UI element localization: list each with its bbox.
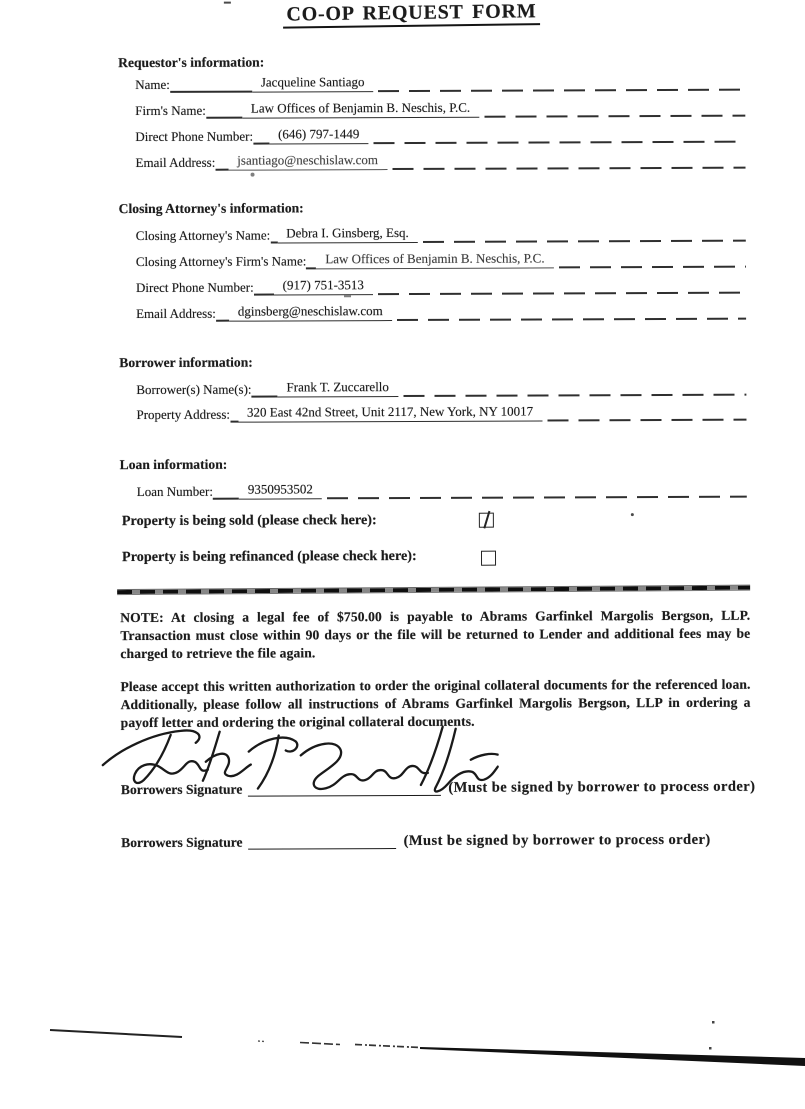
field-value: (917) 751-3513 (274, 277, 373, 295)
field-value: dginsberg@neschislaw.com (229, 303, 392, 322)
note-paragraph: NOTE: At closing a legal fee of $750.00 is payable to Abrams Garfinkel Margolis Bergson, LLP. Transaction must close within 90 days or the file will be returned to Lender and additional fees may be charged to retrieve the file again. (120, 607, 751, 661)
field-label: Closing Attorney's Firm's Name: (135, 253, 307, 270)
field-line (322, 496, 747, 499)
sold-checkbox[interactable] (479, 513, 494, 528)
scan-artifact-lines (0, 1015, 805, 1109)
scan-artifact (344, 295, 351, 297)
scan-artifact (251, 173, 255, 177)
form-field-row (136, 376, 746, 398)
field-line (479, 115, 745, 118)
scan-artifact (631, 513, 634, 516)
form-field-row (136, 222, 746, 244)
field-line (216, 320, 229, 322)
field-line (215, 169, 228, 171)
form-field-row (135, 123, 745, 145)
signature-label: Borrowers Signature (120, 781, 243, 798)
field-line (253, 143, 269, 145)
field-value: Frank T. Zuccarello (277, 379, 397, 397)
field-label: Closing Attorney's Name: (135, 227, 271, 244)
field-line (392, 318, 746, 321)
form-field-row (137, 478, 747, 500)
field-label: Firm's Name: (135, 102, 206, 119)
field-line (418, 240, 746, 243)
field-line (230, 421, 238, 423)
field-line (252, 395, 278, 397)
refinance-checkbox-label: Property is being refinanced (please check here): (121, 547, 417, 566)
form-field-row (135, 71, 745, 93)
field-line (206, 117, 242, 119)
form-field-row (135, 97, 745, 119)
field-label: Loan Number: (136, 483, 213, 500)
form-field-row (136, 401, 746, 423)
page-title-text: CO-OP REQUEST FORM (283, 0, 539, 28)
handwritten-signature (99, 720, 499, 804)
field-label: Property Address: (136, 406, 231, 423)
field-label: Borrower(s) Name(s): (136, 381, 252, 398)
field-line (554, 266, 746, 268)
form-field-row (135, 149, 745, 171)
section-heading-loan: Loan information: (119, 456, 228, 473)
signature-line (249, 845, 397, 850)
field-label: Email Address: (136, 305, 216, 322)
section-heading-requestor: Requestor's information: (118, 54, 265, 71)
section-divider (117, 585, 750, 596)
field-value: Law Offices of Benjamin B. Neschis, P.C. (316, 250, 553, 269)
field-line (368, 141, 745, 144)
field-label: Email Address: (135, 154, 216, 171)
field-line (373, 89, 745, 92)
signature-annotation: (Must be signed by borrower to process order) (403, 831, 711, 849)
field-label: Name: (135, 76, 170, 93)
form-field-row (136, 274, 746, 296)
section-heading-closing-attorney: Closing Attorney's information: (118, 200, 304, 217)
field-line (398, 394, 746, 397)
field-value: Debra I. Ginsberg, Esq. (277, 225, 418, 244)
field-value: Jacqueline Santiago (252, 74, 374, 92)
field-label: Direct Phone Number: (135, 128, 254, 145)
field-value: 320 East 42nd Street, Unit 2117, New York, NY 10017 (238, 403, 542, 422)
field-line (213, 498, 239, 500)
sold-checkbox-label: Property is being sold (please check here): (121, 512, 377, 530)
field-line (387, 167, 745, 170)
field-value: (646) 797-1449 (269, 126, 368, 144)
field-line (170, 91, 252, 93)
signature-row (121, 828, 711, 851)
signature-annotation: (Must be signed by borrower to process order) (448, 778, 756, 796)
section-heading-borrower: Borrower information: (119, 354, 253, 371)
field-label: Direct Phone Number: (135, 279, 254, 296)
field-line (306, 267, 316, 269)
authorization-paragraph: Please accept this written authorization to order the original collateral documents for the referenced loan. Additionally, please follow all instructions of Abrams Garfinkel Margolis Bergson, LLP in ordering a payoff letter and ordering the original collateral documents. (120, 676, 751, 730)
signature-label: Borrowers Signature (121, 834, 243, 851)
page-title (0, 0, 803, 32)
field-value: jsantiago@neschislaw.com (228, 152, 387, 171)
form-field-row (136, 248, 746, 270)
form-field-row (136, 300, 746, 322)
field-line (254, 293, 274, 295)
field-value: Law Offices of Benjamin B. Neschis, P.C. (242, 100, 479, 119)
field-line (542, 419, 746, 421)
refinance-checkbox[interactable] (481, 551, 496, 566)
field-line (270, 241, 277, 243)
field-line (373, 292, 746, 295)
field-value: 9350953502 (239, 481, 322, 499)
scan-artifact (224, 2, 231, 4)
